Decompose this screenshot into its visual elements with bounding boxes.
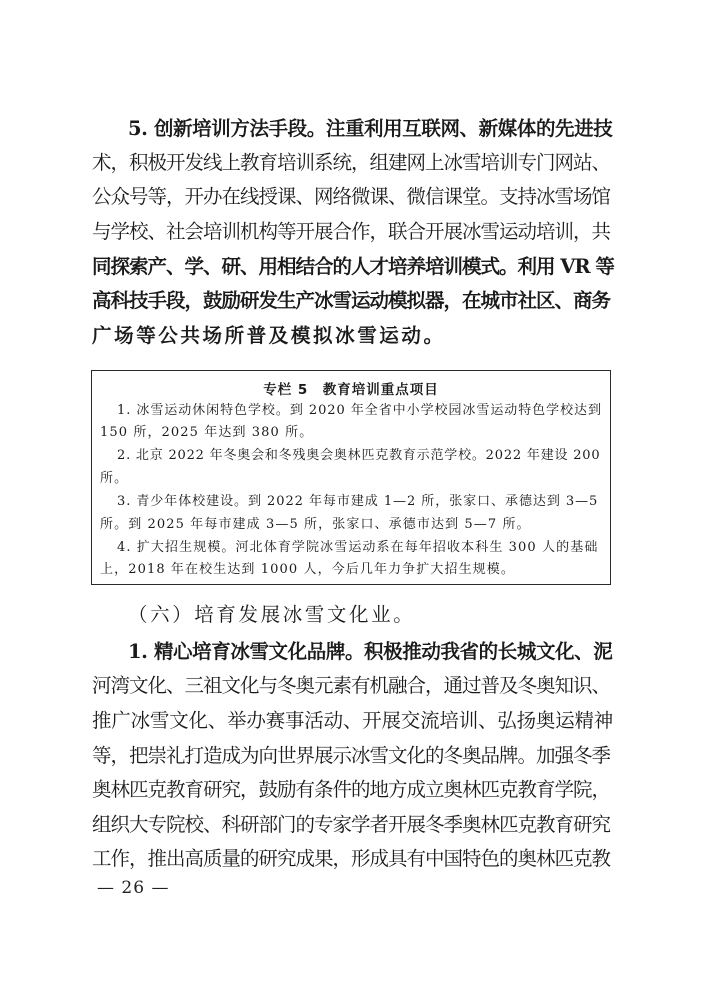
paragraph-line: 广场等公共场所普及模拟冰雪运动。: [92, 324, 446, 347]
paragraph-line: 术，积极开发线上教育培训系统，组建网上冰雪培训专门网站、: [92, 151, 611, 174]
paragraph-line: 奥林匹克教育研究，鼓励有条件的地方成立奥林匹克教育学院，: [92, 778, 611, 801]
paragraph-line: 等，把崇礼打造成为向世界展示冰雪文化的冬奥品牌。加强冬季: [92, 744, 611, 767]
column-box-title: 专栏 5 教育培训重点项目: [263, 382, 439, 398]
paragraph-line: 同探索产、学、研、用相结合的人才培养培训模式。利用 VR 等: [92, 255, 614, 278]
paragraph-line: 河湾文化、三祖文化与冬奥元素有机融合，通过普及冬奥知识、: [92, 674, 611, 697]
column-box-line: 1. 冰雪运动休闲特色学校。到 2020 年全省中小学校园冰雪运动特色学校达到: [117, 403, 602, 418]
column-box-line: 3. 青少年体校建设。到 2022 年每市建成 1—2 所，张家口、承德达到 3—5: [117, 494, 599, 509]
paragraph-line: 5. 创新培训方法手段。注重利用互联网、新媒体的先进技: [128, 117, 613, 140]
column-box-line: 4. 扩大招生规模。河北体育学院冰雪运动系在每年招收本科生 300 人的基础: [117, 540, 599, 555]
column-box-key-projects: [91, 370, 611, 585]
paragraph-line: 公众号等，开办在线授课、网络微课、微信课堂。支持冰雪场馆: [92, 185, 611, 208]
paragraph-line: 推广冰雪文化、举办赛事活动、开展交流培训、弘扬奥运精神: [92, 709, 614, 732]
column-box-line: 上，2018 年在校生达到 1000 人，今后几年力争扩大招生规模。: [100, 562, 515, 577]
paragraph-line: 1. 精心培育冰雪文化品牌。积极推动我省的长城文化、泥: [128, 640, 613, 663]
paragraph-line: 高科技手段，鼓励研发生产冰雪运动模拟器，在城市社区、商务: [92, 289, 611, 312]
column-box-line: 所。: [100, 471, 129, 486]
column-box-line: 所。到 2025 年每市建成 3—5 所，张家口、承德市达到 5—7 所。: [100, 517, 531, 532]
section-heading: （六）培育发展冰雪文化业。: [128, 603, 416, 626]
paragraph-line: 组织大专院校、科研部门的专家学者开展冬季奥林匹克教育研究: [92, 813, 611, 836]
column-box-line: 2. 北京 2022 年冬奥会和冬残奥会奥林匹克教育示范学校。2022 年建设 200: [117, 448, 601, 463]
page-number: — 26 —: [97, 878, 170, 898]
paragraph-line: 与学校、社会培训机构等开展合作，联合开展冰雪运动培训，共: [92, 220, 611, 243]
column-box-line: 150 所，2025 年达到 380 所。: [100, 425, 314, 440]
paragraph-line: 工作，推出高质量的研究成果，形成具有中国特色的奥林匹克教: [92, 847, 611, 870]
